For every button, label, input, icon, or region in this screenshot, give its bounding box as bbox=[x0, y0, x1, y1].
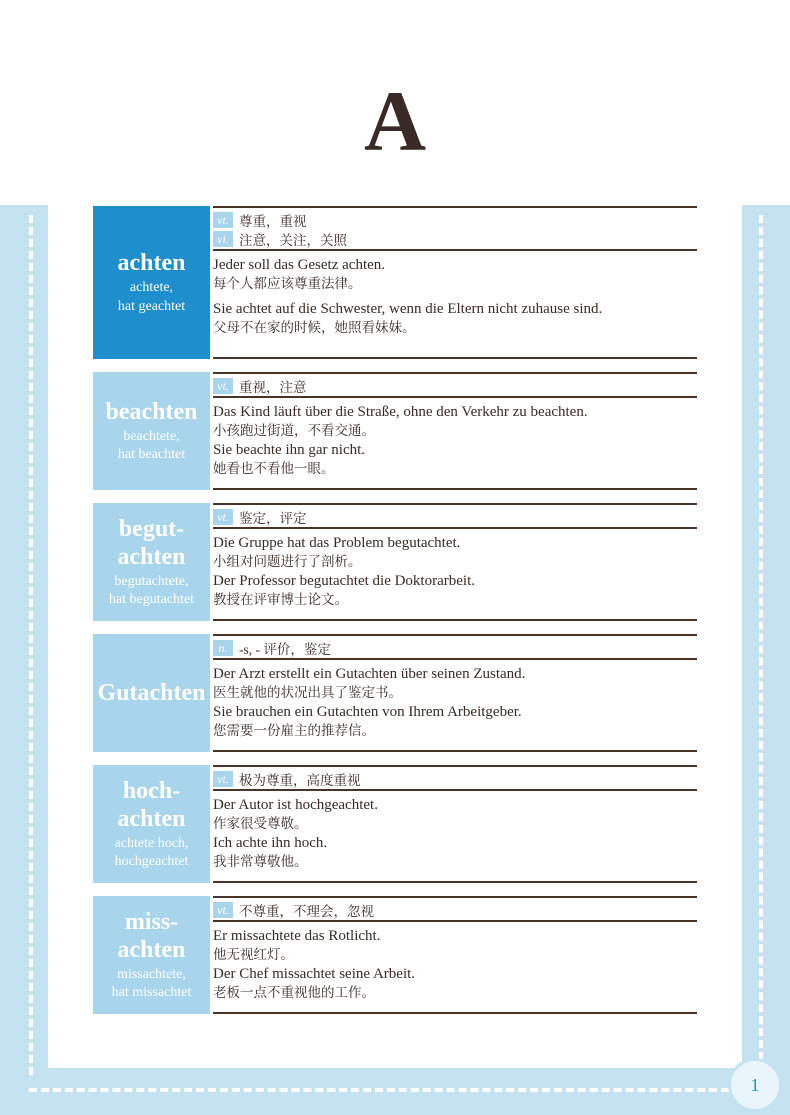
entry-achten bbox=[93, 206, 697, 359]
examples bbox=[213, 791, 697, 872]
headword: beachten bbox=[105, 398, 198, 425]
example-chinese: 小组对问题进行了剖析。 bbox=[213, 554, 362, 570]
examples bbox=[213, 398, 697, 479]
example-chinese: 您需要一份雇主的推荐信。 bbox=[213, 723, 375, 739]
example-chinese: 我非常尊敬他。 bbox=[213, 854, 308, 870]
senses bbox=[213, 636, 697, 658]
sense bbox=[213, 638, 697, 657]
example-german: Der Arzt erstellt ein Gutachten über seinen Zustand. bbox=[213, 666, 526, 682]
headword-box bbox=[93, 503, 210, 621]
entry-list bbox=[93, 206, 697, 1027]
headword-box bbox=[93, 896, 210, 1014]
examples bbox=[213, 660, 697, 741]
example-german: Jeder soll das Gesetz achten. bbox=[213, 257, 386, 273]
sense bbox=[213, 769, 697, 788]
senses bbox=[213, 208, 697, 249]
sense bbox=[213, 210, 697, 229]
headword-box bbox=[93, 206, 210, 359]
headword: begut- achten bbox=[117, 515, 186, 570]
right-frame-band bbox=[742, 205, 790, 1115]
example-german: Ich achte ihn hoch. bbox=[213, 835, 328, 851]
senses bbox=[213, 767, 697, 789]
pos-tag: vt. bbox=[213, 771, 233, 787]
headword: miss- achten bbox=[117, 908, 186, 963]
example-chinese: 教授在评审博士论文。 bbox=[213, 592, 348, 608]
example-german: Der Professor begutachtet die Doktorarbeit. bbox=[213, 573, 475, 589]
verb-forms: achtete hoch, hochgeachtet bbox=[114, 835, 189, 870]
example-german: Der Autor ist hochgeachtet. bbox=[213, 797, 378, 813]
examples bbox=[213, 251, 697, 338]
page-number: 1 bbox=[728, 1058, 782, 1112]
verb-forms: begutachtete, hat begutachtet bbox=[108, 573, 195, 608]
senses bbox=[213, 505, 697, 527]
example-german: Die Gruppe hat das Problem begutachtet. bbox=[213, 535, 461, 551]
senses bbox=[213, 374, 697, 396]
entry-body bbox=[213, 634, 697, 752]
divider bbox=[213, 488, 697, 490]
sense bbox=[213, 507, 697, 526]
headword-box bbox=[93, 634, 210, 752]
example-chinese: 老板一点不重视他的工作。 bbox=[213, 985, 375, 1001]
entry-missachten bbox=[93, 896, 697, 1014]
pos-tag: n. bbox=[213, 640, 233, 656]
divider bbox=[213, 619, 697, 621]
meaning: -s, - 评价，鉴定 bbox=[239, 641, 331, 657]
entry-body bbox=[213, 896, 697, 1014]
headword: Gutachten bbox=[97, 679, 206, 706]
pos-tag: vt. bbox=[213, 509, 233, 525]
meaning: 极为尊重，高度重视 bbox=[239, 772, 361, 788]
example-german: Sie beachte ihn gar nicht. bbox=[213, 442, 366, 458]
example-chinese: 作家很受尊敬。 bbox=[213, 816, 308, 832]
examples bbox=[213, 922, 697, 1003]
example-chinese: 小孩跑过街道，不看交通。 bbox=[213, 423, 375, 439]
divider bbox=[213, 1012, 697, 1014]
example-chinese: 她看也不看他一眼。 bbox=[213, 461, 335, 477]
entry-beachten bbox=[93, 372, 697, 490]
entry-hochachten bbox=[93, 765, 697, 883]
headword-box bbox=[93, 372, 210, 490]
example-chinese: 父母不在家的时候，她照看妹妹。 bbox=[213, 320, 416, 336]
senses bbox=[213, 898, 697, 920]
entry-body bbox=[213, 503, 697, 621]
headword-box bbox=[93, 765, 210, 883]
pos-tag: vt. bbox=[213, 902, 233, 918]
pos-tag: vt. bbox=[213, 378, 233, 394]
bottom-dashed-border bbox=[29, 1088, 729, 1092]
left-frame-band bbox=[0, 205, 48, 1115]
example-german: Sie brauchen ein Gutachten von Ihrem Arbeitgeber. bbox=[213, 704, 522, 720]
example-german: Sie achtet auf die Schwester, wenn die Eltern nicht zuhause sind. bbox=[213, 301, 603, 317]
meaning: 注意，关注，关照 bbox=[239, 232, 347, 248]
example-chinese: 他无视红灯。 bbox=[213, 947, 294, 963]
headword: achten bbox=[117, 250, 186, 277]
sense bbox=[213, 229, 697, 248]
sense bbox=[213, 900, 697, 919]
verb-forms: beachtete, hat beachtet bbox=[117, 428, 186, 463]
divider bbox=[213, 881, 697, 883]
divider bbox=[213, 750, 697, 752]
sense bbox=[213, 376, 697, 395]
right-dashed-border bbox=[759, 215, 763, 1060]
example-chinese: 医生就他的状况出具了鉴定书。 bbox=[213, 685, 402, 701]
left-dashed-border bbox=[29, 215, 33, 1075]
example-german: Das Kind läuft über die Straße, ohne den Verkehr zu beachten. bbox=[213, 404, 588, 420]
entry-body bbox=[213, 765, 697, 883]
meaning: 尊重，重视 bbox=[239, 213, 307, 229]
verb-forms: achtete, hat geachtet bbox=[117, 280, 186, 314]
meaning: 鉴定，评定 bbox=[239, 510, 307, 526]
example-german: Er missachtete das Rotlicht. bbox=[213, 928, 381, 944]
entry-begutachten bbox=[93, 503, 697, 621]
divider bbox=[213, 357, 697, 359]
entry-gutachten bbox=[93, 634, 697, 752]
entry-body bbox=[213, 372, 697, 490]
pos-tag: vt. bbox=[213, 212, 233, 228]
entry-body bbox=[213, 206, 697, 359]
examples bbox=[213, 529, 697, 610]
meaning: 重视，注意 bbox=[239, 379, 307, 395]
example-chinese: 每个人都应该尊重法律。 bbox=[213, 276, 362, 292]
verb-forms: missachtete, hat missachtet bbox=[111, 966, 192, 1001]
meaning: 不尊重，不理会，忽视 bbox=[239, 903, 374, 919]
example-german: Der Chef missachtet seine Arbeit. bbox=[213, 966, 416, 982]
pos-tag: vi. bbox=[213, 231, 233, 247]
section-letter: A bbox=[363, 73, 427, 169]
headword: hoch- achten bbox=[117, 777, 186, 832]
